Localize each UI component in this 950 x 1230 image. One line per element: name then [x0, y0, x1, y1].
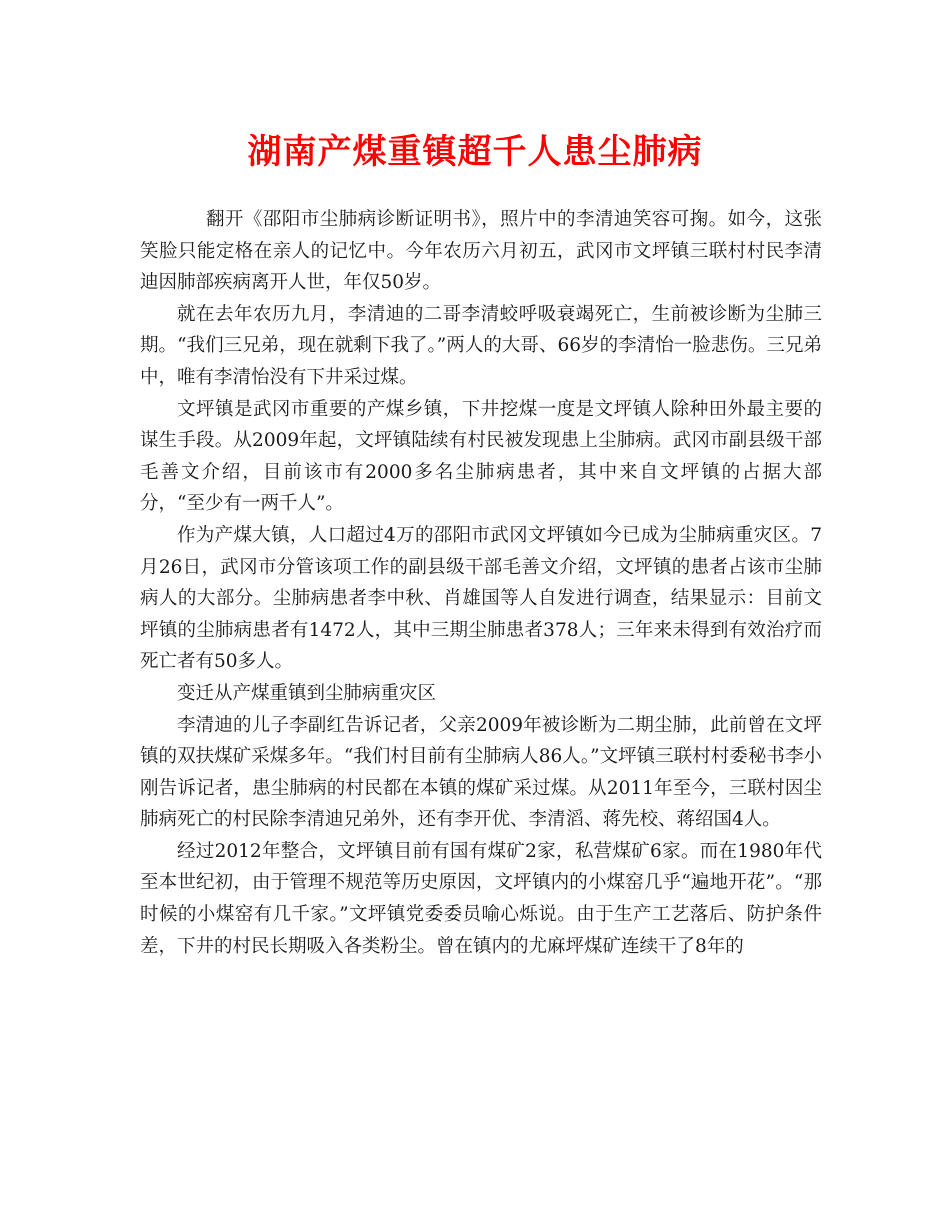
document-title: 湖南产煤重镇超千人患尘肺病 [247, 132, 703, 172]
paragraph-5: 李清迪的儿子李副红告诉记者，父亲2009年被诊断为二期尘肺，此前曾在文坪镇的双扶煤矿采煤多年。“我们村目前有尘肺病人86人。”文坪镇三联村村委秘书李小刚告诉记者，患尘肺病的村民都在本镇的煤矿采过煤。从2011年至今，三联村因尘肺病死亡的村民除李清迪兄弟外，还有李开优、李清滔、蒋先校、蒋绍国4人。 [140, 714, 822, 831]
paragraph-1: 翻开《邵阳市尘肺病诊断证明书》，照片中的李清迪笑容可掬。如今，这张笑脸只能定格在亲人的记忆中。今年农历六月初五，武冈市文坪镇三联村村民李清迪因肺部疾病离开人世，年仅50岁。 [140, 209, 822, 294]
article-body [140, 204, 822, 962]
paragraph-4: 作为产煤大镇，人口超过4万的邵阳市武冈文坪镇如今已成为尘肺病重灾区。7月26日，武冈市分管该项工作的副县级干部毛善文介绍，文坪镇的患者占该市尘肺病人的大部分。尘肺病患者李中秋、肖雄国等人自发进行调查，结果显示：目前文坪镇的尘肺病患者有1472人，其中三期尘肺患者378人；三年来未得到有效治疗而死亡者有50多人。 [140, 524, 822, 673]
paragraph-2: 就在去年农历九月，李清迪的二哥李清蛟呼吸衰竭死亡，生前被诊断为尘肺三期。“我们三兄弟，现在就剩下我了。”两人的大哥、66岁的李清怡一脸悲伤。三兄弟中，唯有李清怡没有下井采过煤。 [140, 303, 822, 388]
section-subheading: 变迁从产煤重镇到尘肺病重灾区 [177, 682, 437, 704]
paragraph-3: 文坪镇是武冈市重要的产煤乡镇，下井挖煤一度是文坪镇人除种田外最主要的谋生手段。从2009年起，文坪镇陆续有村民被发现患上尘肺病。武冈市副县级干部毛善文介绍，目前该市有2000多名尘肺病患者，其中来自文坪镇的占据大部分，“至少有一两千人”。 [140, 398, 822, 515]
paragraph-6: 经过2012年整合，文坪镇目前有国有煤矿2家，私营煤矿6家。而在1980年代至本世纪初，由于管理不规范等历史原因，文坪镇内的小煤窑几乎“遍地开花”。“那时候的小煤窑有几千家。”文坪镇党委委员喻心烁说。由于生产工艺落后、防护条件差，下井的村民长期吸入各类粉尘。曾在镇内的尤麻坪煤矿连续干了8年的 [140, 840, 822, 957]
